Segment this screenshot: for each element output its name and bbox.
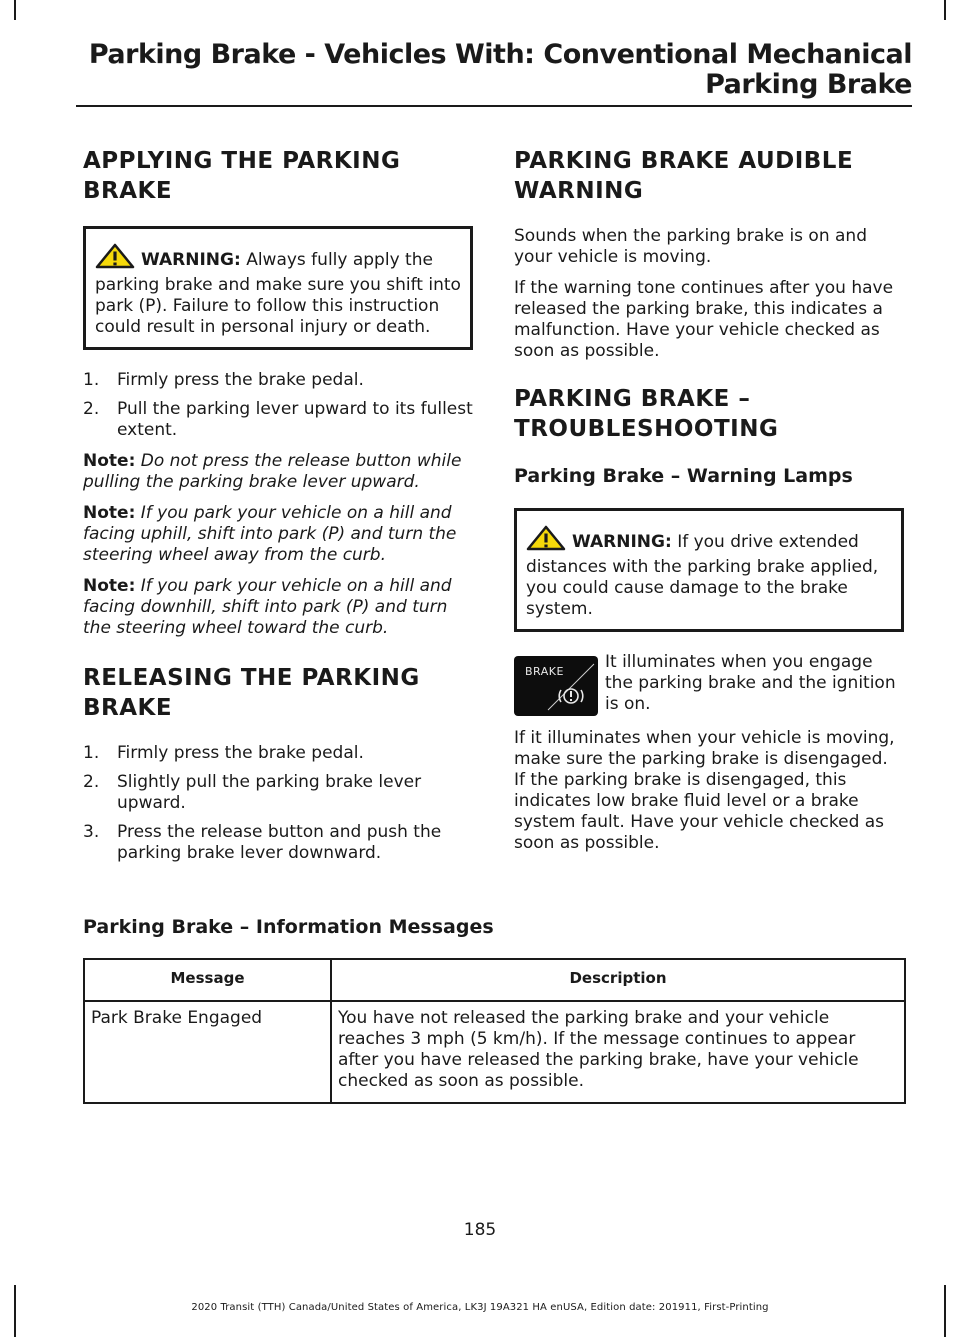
note-label: Note: — [83, 451, 136, 471]
page-title-line1: Parking Brake - Vehicles With: Conventional Mechanical — [88, 39, 912, 70]
page-title — [52, 40, 912, 100]
warning-text: Always fully apply the parking brake and make sure you shift into park (P). Failure to follow this instruction could result in personal injury or death. — [95, 250, 461, 337]
description-cell: You have not released the parking brake and your vehicle reaches 3 mph (5 km/h). If the message continues to appear after you have released the parking brake, have your vehicle checked as soon as possible. — [331, 1001, 905, 1103]
step-number: 2. — [83, 772, 100, 792]
paragraph: Sounds when the parking brake is on and your vehicle is moving. — [514, 226, 867, 267]
brake-warning-lamp-icon — [514, 656, 598, 716]
warning-box — [83, 226, 473, 350]
footer: 2020 Transit (TTH) Canada/United States of America, LK3J 19A321 HA enUSA, Edition date: 201911, First-Printing — [191, 1302, 769, 1313]
warning-triangle-icon — [95, 243, 135, 275]
note-label: Note: — [83, 576, 136, 596]
section-heading-audible: PARKING BRAKE AUDIBLE WARNING — [514, 148, 854, 204]
releasing-steps-list — [83, 743, 473, 864]
section-heading-applying: APPLYING THE PARKING BRAKE — [83, 148, 401, 204]
step-text: Firmly press the brake pedal. — [117, 370, 364, 390]
note — [83, 451, 473, 493]
step-number: 2. — [83, 399, 100, 419]
step-number: 1. — [83, 743, 100, 763]
list-item — [83, 743, 473, 764]
right-column — [514, 140, 904, 864]
crop-mark — [944, 0, 946, 20]
warning-lamp-row — [514, 652, 904, 716]
warning-box — [514, 508, 904, 632]
subheading-warning-lamps: Parking Brake – Warning Lamps — [514, 465, 853, 487]
header-divider — [76, 105, 912, 107]
note — [83, 576, 473, 639]
page-number: 185 — [463, 1220, 497, 1240]
step-number: 3. — [83, 822, 100, 842]
page-title-line2: Parking Brake — [705, 69, 912, 100]
subheading-information-messages: Parking Brake – Information Messages — [83, 916, 494, 938]
crop-mark — [14, 0, 16, 20]
warning-label: WARNING: — [141, 250, 241, 270]
column-header-message: Message — [84, 959, 331, 1001]
list-item — [83, 399, 473, 441]
note-text: If you park your vehicle on a hill and facing downhill, shift into park (P) and turn the steering wheel toward the curb. — [83, 576, 452, 638]
lamp-description: It illuminates when you engage the parking brake and the ignition is on. — [605, 652, 896, 714]
section-heading-troubleshooting: PARKING BRAKE – TROUBLESHOOTING — [514, 386, 779, 442]
paragraph: If it illuminates when your vehicle is moving, make sure the parking brake is disengaged. If the parking brake is disengaged, this indicates low brake fluid level or a brake system fault. Have your vehicle checked as soon as possible. — [514, 728, 895, 853]
applying-steps-list — [83, 370, 473, 441]
warning-label: WARNING: — [572, 532, 672, 552]
list-item — [83, 772, 473, 814]
note-text: Do not press the release button while pulling the parking brake lever upward. — [83, 451, 462, 492]
paragraph: If the warning tone continues after you have released the parking brake, this indicates a malfunction. Have your vehicle checked as soon as possible. — [514, 278, 894, 361]
note — [83, 503, 473, 566]
step-number: 1. — [83, 370, 100, 390]
warning-triangle-icon — [526, 525, 566, 557]
table-row — [84, 1001, 905, 1103]
information-messages-table — [83, 958, 906, 1104]
note-text: If you park your vehicle on a hill and facing uphill, shift into park (P) and turn the steering wheel away from the curb. — [83, 503, 457, 565]
brake-lamp-label: BRAKE — [525, 665, 564, 678]
warning-text: If you drive extended distances with the parking brake applied, you could cause damage to the brake system. — [526, 532, 879, 619]
section-heading-releasing: RELEASING THE PARKING BRAKE — [83, 665, 420, 721]
list-item — [83, 370, 473, 391]
left-column — [83, 140, 473, 874]
note-label: Note: — [83, 503, 136, 523]
step-text: Firmly press the brake pedal. — [117, 743, 364, 763]
table-header-row — [84, 959, 905, 1001]
message-cell: Park Brake Engaged — [84, 1001, 331, 1103]
step-text: Pull the parking lever upward to its fullest extent. — [117, 399, 473, 440]
column-header-description: Description — [331, 959, 905, 1001]
list-item — [83, 822, 473, 864]
step-text: Press the release button and push the parking brake lever downward. — [117, 822, 442, 863]
step-text: Slightly pull the parking brake lever upward. — [117, 772, 422, 813]
